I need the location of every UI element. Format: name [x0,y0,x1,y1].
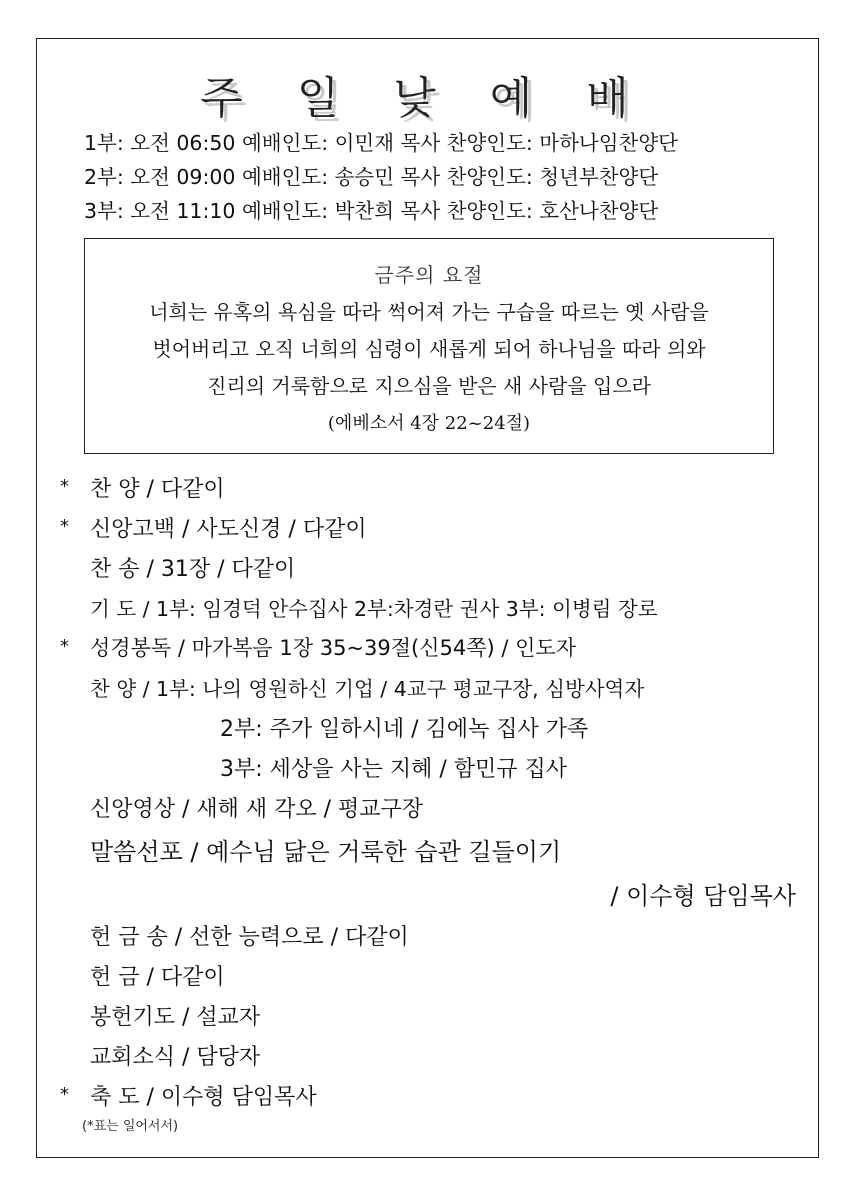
verse-line: 진리의 거룩함으로 지으심을 받은 새 사람을 입으라 [207,374,651,398]
order-text: 신앙고백 / 사도신경 / 다같이 [90,517,367,542]
order-item [60,588,796,628]
order-item [60,916,796,956]
order-item [60,956,796,996]
order-item [60,628,796,668]
weekly-verse-box [84,238,774,454]
order-item [60,788,796,828]
order-item [60,548,796,588]
order-item [60,748,796,788]
verse-line: 벗어버리고 오직 너희의 심령이 새롭게 되어 하나님을 따라 의와 [152,337,706,361]
order-text: / 이수형 담임목사 [610,882,796,910]
standing-marker: * [60,1084,69,1105]
order-item [60,508,796,548]
order-text: 3부: 세상을 사는 지혜 / 함민규 집사 [220,757,568,782]
worship-order [60,468,796,1116]
order-text: 축 도 / 이수형 담임목사 [90,1085,317,1110]
order-text: 헌 금 송 / 선한 능력으로 / 다같이 [90,925,409,950]
order-text: 찬 송 / 31장 / 다같이 [90,557,296,582]
order-item [60,1076,796,1116]
service-schedule [84,126,678,228]
standing-marker: * [60,636,69,657]
order-text: 성경봉독 / 마가복음 1장 35~39절(신54쪽) / 인도자 [90,636,576,660]
verse-line: 너희는 유혹의 욕심을 따라 썩어져 가는 구습을 따르는 옛 사람을 [149,300,709,324]
verse-reference: (에베소서 4장 22~24절) [327,413,531,434]
service-line: 1부: 오전 06:50 예배인도: 이민재 목사 찬양인도: 마하나임찬양단 [84,131,678,155]
service-line: 2부: 오전 09:00 예배인도: 송승민 목사 찬양인도: 청년부찬양단 [84,165,659,189]
weekly-verse-text [85,294,773,442]
order-text: 찬 양 / 1부: 나의 영원하신 기업 / 4교구 평교구장, 심방사역자 [90,677,645,701]
order-item [60,1036,796,1076]
order-text: 기 도 / 1부: 임경덕 안수집사 2부:차경란 권사 3부: 이병림 장로 [90,597,658,621]
order-text: 교회소식 / 담당자 [90,1045,261,1070]
order-item [60,668,796,708]
order-item [60,828,796,872]
page-title: 주 일 낮 예 배 [200,73,649,124]
order-text: 신앙영상 / 새해 새 각오 / 평교구장 [90,797,424,822]
service-line: 3부: 오전 11:10 예배인도: 박찬희 목사 찬양인도: 호산나찬양단 [84,199,659,223]
order-text: 말씀선포 / 예수님 닮은 거룩한 습관 길들이기 [90,838,562,866]
order-item [60,872,796,916]
order-text: 찬 양 / 다같이 [90,477,225,502]
standing-marker: * [60,516,69,537]
weekly-verse-heading: 금주의 요절 [374,263,484,287]
order-text: 2부: 주가 일하시네 / 김에녹 집사 가족 [220,717,589,742]
order-text: 헌 금 / 다같이 [90,965,225,990]
order-item [60,468,796,508]
order-item [60,708,796,748]
standing-note: (*표는 일어서서) [82,1119,179,1134]
order-text: 봉헌기도 / 설교자 [90,1005,261,1030]
standing-marker: * [60,476,69,497]
order-item [60,996,796,1036]
